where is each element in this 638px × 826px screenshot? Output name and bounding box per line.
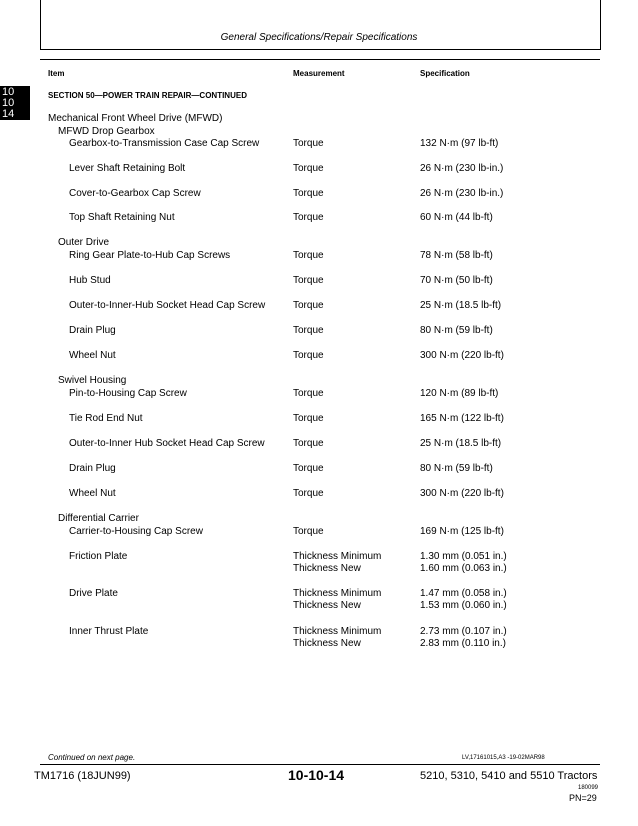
spec-measurement: Torque — [293, 413, 324, 424]
spec-item-label: Outer-to-Inner Hub Socket Head Cap Screw — [69, 438, 265, 449]
spec-item-label: Swivel Housing — [58, 375, 127, 386]
spec-item-label: Top Shaft Retaining Nut — [69, 212, 175, 223]
spec-measurement: Torque — [293, 188, 324, 199]
tractor-models: 5210, 5310, 5410 and 5510 Tractors — [420, 770, 598, 782]
spec-item-label: Ring Gear Plate-to-Hub Cap Screws — [69, 250, 231, 261]
spec-value: 80 N·m (59 lb-ft) — [420, 463, 493, 474]
tab-line: 10 — [2, 86, 15, 98]
spec-item-label: Tie Rod End Nut — [69, 413, 143, 424]
spec-item-label: MFWD Drop Gearbox — [58, 126, 155, 137]
spec-measurement: Thickness New — [293, 563, 361, 574]
spec-value: 120 N·m (89 lb-ft) — [420, 388, 499, 399]
spec-measurement: Torque — [293, 300, 324, 311]
spec-item-label: Drive Plate — [69, 588, 118, 599]
table-top-rule — [40, 59, 600, 60]
spec-item-label: Drain Plug — [69, 325, 116, 336]
spec-measurement: Torque — [293, 275, 324, 286]
spec-value: 132 N·m (97 lb-ft) — [420, 138, 499, 149]
spec-value: 2.83 mm (0.110 in.) — [420, 638, 506, 649]
manual-id: TM1716 (18JUN99) — [34, 770, 131, 782]
spec-measurement: Thickness New — [293, 600, 361, 611]
column-header-item: Item — [48, 69, 65, 78]
spec-value: 70 N·m (50 lb-ft) — [420, 275, 493, 286]
spec-measurement: Torque — [293, 138, 324, 149]
spec-measurement: Thickness New — [293, 638, 361, 649]
column-header-measurement: Measurement — [293, 69, 345, 78]
spec-item-label: Friction Plate — [69, 551, 128, 562]
spec-measurement: Torque — [293, 325, 324, 336]
section-heading: SECTION 50—POWER TRAIN REPAIR—CONTINUED — [48, 91, 247, 100]
spec-measurement: Torque — [293, 163, 324, 174]
spec-item-label: Mechanical Front Wheel Drive (MFWD) — [48, 113, 223, 124]
page-header-title: General Specifications/Repair Specifications — [220, 32, 418, 43]
pn-number: PN=29 — [569, 793, 597, 803]
section-tab — [0, 86, 30, 120]
spec-item-label: Pin-to-Housing Cap Screw — [69, 388, 187, 399]
spec-item-label: Wheel Nut — [69, 350, 116, 361]
spec-value: 25 N·m (18.5 lb-ft) — [420, 300, 502, 311]
spec-measurement: Thickness Minimum — [293, 551, 382, 562]
spec-value: 1.53 mm (0.060 in.) — [420, 600, 507, 611]
footer-rule — [40, 764, 600, 765]
spec-value: 300 N·m (220 lb-ft) — [420, 488, 504, 499]
footer-small-code: 180099 — [578, 785, 599, 791]
spec-value: 2.73 mm (0.107 in.) — [420, 626, 507, 637]
page-number: 10-10-14 — [288, 767, 345, 783]
spec-measurement: Torque — [293, 350, 324, 361]
spec-item-label: Inner Thrust Plate — [69, 626, 149, 637]
spec-value: 78 N·m (58 lb-ft) — [420, 250, 493, 261]
tab-line: 10 — [2, 97, 15, 109]
spec-measurement: Torque — [293, 388, 324, 399]
tab-line: 14 — [2, 108, 15, 120]
spec-value: 1.47 mm (0.058 in.) — [420, 588, 507, 599]
spec-value: 26 N·m (230 lb-in.) — [420, 188, 504, 199]
spec-item-label: Wheel Nut — [69, 488, 116, 499]
spec-value: 165 N·m (122 lb-ft) — [420, 413, 504, 424]
spec-measurement: Thickness Minimum — [293, 626, 382, 637]
continued-note: Continued on next page. — [48, 753, 136, 762]
spec-value: 169 N·m (125 lb-ft) — [420, 526, 504, 537]
spec-item-label: Gearbox-to-Transmission Case Cap Screw — [69, 138, 260, 149]
spec-measurement: Torque — [293, 212, 324, 223]
spec-value: 26 N·m (230 lb-in.) — [420, 163, 504, 174]
spec-value: 1.60 mm (0.063 in.) — [420, 563, 507, 574]
spec-value: 300 N·m (220 lb-ft) — [420, 350, 504, 361]
spec-measurement: Torque — [293, 488, 324, 499]
spec-value: 25 N·m (18.5 lb-ft) — [420, 438, 502, 449]
header-divider — [40, 49, 600, 50]
spec-value: 60 N·m (44 lb-ft) — [420, 212, 493, 223]
spec-item-label: Cover-to-Gearbox Cap Screw — [69, 188, 201, 199]
spec-item-label: Lever Shaft Retaining Bolt — [69, 163, 186, 174]
spec-measurement: Torque — [293, 463, 324, 474]
spec-measurement: Torque — [293, 438, 324, 449]
column-header-specification: Specification — [420, 69, 470, 78]
spec-item-label: Carrier-to-Housing Cap Screw — [69, 526, 203, 537]
document-code: LV,17161015,A3 -19-02MAR98 — [462, 755, 545, 761]
spec-measurement: Torque — [293, 526, 324, 537]
spec-value: 80 N·m (59 lb-ft) — [420, 325, 493, 336]
spec-item-label: Hub Stud — [69, 275, 111, 286]
spec-item-label: Outer-to-Inner-Hub Socket Head Cap Screw — [69, 300, 266, 311]
spec-item-label: Differential Carrier — [58, 513, 139, 524]
spec-value: 1.30 mm (0.051 in.) — [420, 551, 507, 562]
spec-item-label: Drain Plug — [69, 463, 116, 474]
spec-measurement: Thickness Minimum — [293, 588, 382, 599]
spec-item-label: Outer Drive — [58, 237, 110, 248]
spec-measurement: Torque — [293, 250, 324, 261]
